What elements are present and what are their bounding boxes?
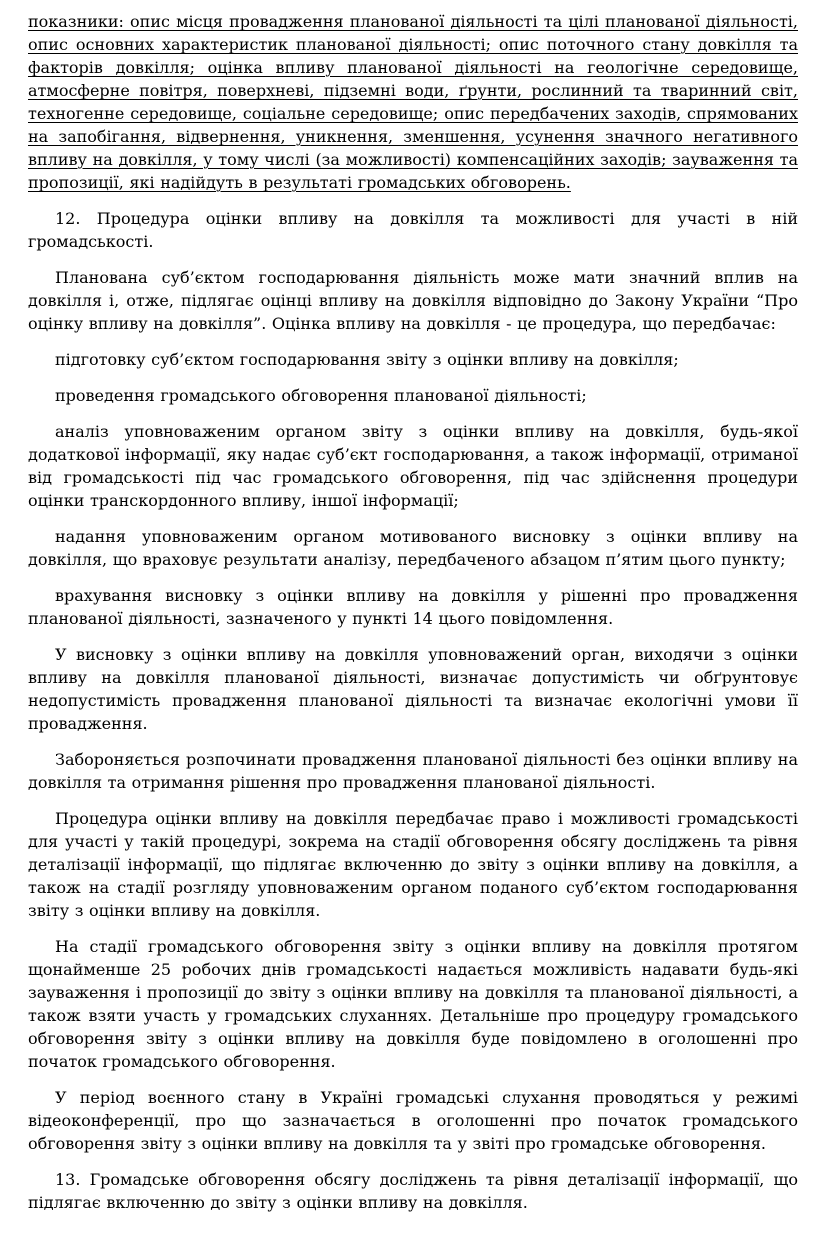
paragraph-procedure-item-5: врахування висновку з оцінки впливу на довкілля у рішенні про провадження планованої діяльності, зазначеного у пункті 14 цього повідомлення.: [28, 586, 798, 628]
paragraph-prohibition: Забороняється розпочинати провадження планованої діяльності без оцінки впливу на довкілля та отримання рішення про провадження планованої діяльності.: [28, 750, 798, 792]
paragraph-procedure-item-4: надання уповноваженим органом мотивованого висновку з оцінки впливу на довкілля, що враховує результати аналізу, передбаченого абзацом п’ятим цього пункту;: [28, 527, 798, 569]
paragraph-section-13-heading: 13. Громадське обговорення обсягу досліджень та рівня деталізації інформації, що підлягає включенню до звіту з оцінки впливу на довкілля.: [28, 1170, 798, 1212]
paragraph-procedure-item-2: проведення громадського обговорення планованої діяльності;: [55, 386, 587, 405]
paragraph-procedure-item-1: підготовку суб’єктом господарювання звіту з оцінки впливу на довкілля;: [55, 350, 679, 369]
paragraph-section-12-intro: Планована суб’єктом господарювання діяльність може мати значний вплив на довкілля і, отже, підлягає оцінці впливу на довкілля відповідно до Закону України “Про оцінку впливу на довкілля”. Оцінка впливу на довкілля - це процедура, що передбачає:: [28, 268, 798, 333]
paragraph-public-discussion: На стадії громадського обговорення звіту з оцінки впливу на довкілля протягом щонайменше 25 робочих днів громадськості надається можливість надавати будь-які зауваження і пропозиції до звіту з оцінки впливу на довкілля та планованої діяльності, а також взяти участь у громадських слуханнях. Детальніше про процедуру громадського обговорення звіту з оцінки впливу на довкілля буде повідомлено в оголошенні про початок громадського обговорення.: [28, 937, 798, 1071]
paragraph-procedure-item-3: аналіз уповноваженим органом звіту з оцінки впливу на довкілля, будь-якої додаткової інформації, яку надає суб’єкт господарювання, а також інформації, отриманої від громадськості під час громадського обговорення, під час здійснення процедури оцінки транскордонного впливу, іншої інформації;: [28, 422, 798, 510]
paragraph-martial-law: У період воєнного стану в Україні громадські слухання проводяться у режимі відеоконференції, про що зазначається в оголошенні про початок громадського обговорення звіту з оцінки впливу на довкілля та у звіті про громадське обговорення.: [28, 1088, 798, 1153]
paragraph-continuation-underlined: показники: опис місця провадження планованої діяльності та цілі планованої діяльності, опис основних характеристик планованої діяльності; опис поточного стану довкілля та факторів довкілля; оцінка впливу планованої діяльності на геологічне середовище, атмосферне повітря, поверхневі, підземні води, ґрунти, рослинний та тваринний світ, техногенне середовище, соціальне середовище; опис передбачених заходів, спрямованих на запобігання, відвернення, уникнення, зменшення, усунення значного негативного впливу на довкілля, у тому числі (за можливості) компенсаційних заходів; зауваження та пропозиції, які надійдуть в результаті громадських обговорень.: [28, 12, 798, 192]
paragraph-public-rights: Процедура оцінки впливу на довкілля передбачає право і можливості громадськості для участі у такій процедурі, зокрема на стадії обговорення обсягу досліджень та рівня деталізації інформації, що підлягає включенню до звіту з оцінки впливу на довкілля, а також на стадії розгляду уповноваженим органом поданого суб’єктом господарювання звіту з оцінки впливу на довкілля.: [28, 809, 798, 920]
paragraph-section-12-heading: 12. Процедура оцінки впливу на довкілля та можливості для участі в ній громадськості.: [28, 209, 798, 251]
paragraph-conclusion: У висновку з оцінки впливу на довкілля уповноважений орган, виходячи з оцінки впливу на довкілля планованої діяльності, визначає допустимість чи обґрунтовує недопустимість провадження планованої діяльності та визначає екологічні умови її провадження.: [28, 645, 798, 733]
